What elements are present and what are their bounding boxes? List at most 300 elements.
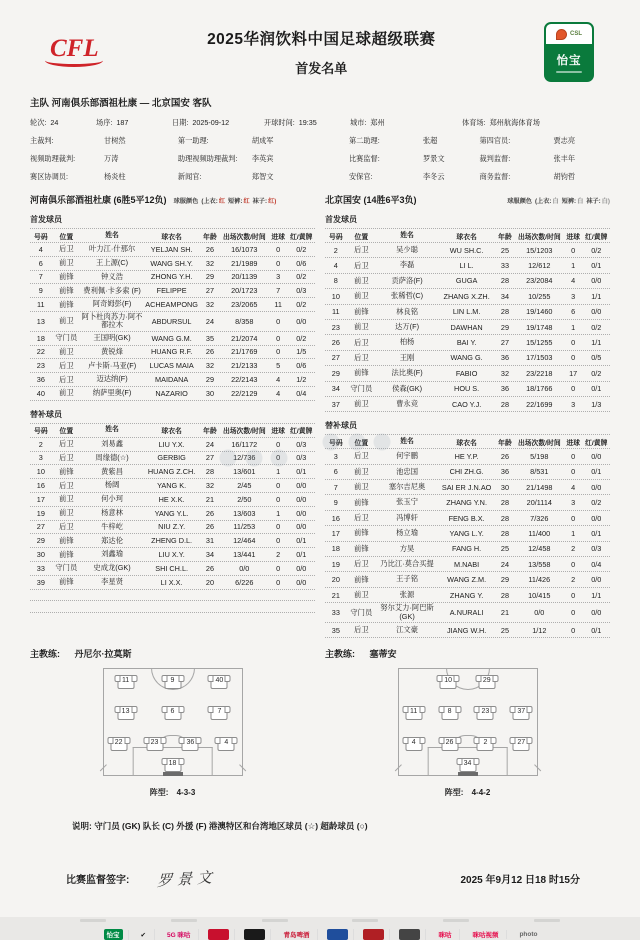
player-goals: 0 [571, 467, 576, 477]
player-goals: 1 [571, 261, 576, 271]
player-position: 前卫 [59, 494, 74, 504]
player-apps: 22/1699 [526, 399, 553, 409]
player-row [30, 521, 315, 535]
player-row [30, 243, 315, 257]
player-shirt: 40 [211, 675, 228, 689]
player-jersey-name: YELJAN SH. [150, 244, 193, 254]
player-cards: 0/0 [296, 522, 307, 532]
official-name: 甘树然 [104, 136, 126, 145]
col-jersey-name: 球衣名 [456, 439, 477, 447]
player-position: 前锋 [59, 549, 74, 559]
player-goals: 0 [276, 453, 281, 463]
formation-pitch-away [398, 668, 538, 776]
sign-label: 比赛监督签字: [66, 875, 130, 887]
player-goals: 0 [571, 353, 576, 363]
official-cell [178, 136, 349, 146]
player-row [30, 548, 315, 562]
player-apps: 12/612 [528, 261, 551, 271]
official-cell [479, 154, 610, 164]
player-goals: 0 [571, 384, 576, 394]
player-goals: 0 [571, 608, 576, 618]
official-cell [30, 136, 178, 146]
player-position: 后卫 [59, 452, 74, 462]
yibao-text: 怡宝 [556, 54, 582, 67]
info-value: 郑州航海体育场 [489, 118, 540, 127]
official-label: 助理视频助理裁判: [177, 154, 238, 163]
player-row [30, 562, 315, 576]
player-goals: 0 [276, 258, 281, 268]
player-goals: 4 [276, 388, 281, 398]
player-cards: 1/2 [296, 375, 307, 385]
player-shirt: 18 [164, 758, 181, 772]
player-row [325, 366, 610, 381]
player-cards: 0/1 [591, 467, 602, 477]
player-name: 钟义浩 [101, 271, 123, 281]
player-row [325, 382, 610, 397]
watermark [215, 446, 293, 470]
player-cards: 0/0 [591, 575, 602, 585]
player-position: 前卫 [59, 316, 74, 326]
caption-bar [80, 919, 106, 922]
col-name: 姓名 [400, 231, 414, 239]
player-goals: 0 [571, 338, 576, 348]
player-jersey-name: CHI ZH.G. [449, 467, 484, 477]
player-number: 18 [36, 333, 45, 343]
player-cards: 0/3 [591, 544, 602, 554]
player-age: 29 [500, 322, 510, 332]
player-row [325, 289, 610, 304]
player-position: 前卫 [354, 275, 369, 285]
player-position: 前锋 [59, 466, 74, 476]
player-shirt: 2 [477, 737, 494, 751]
player-name: 侯森(GK) [392, 383, 423, 393]
player-position: 前锋 [354, 528, 369, 538]
sponsor-label: 怡宝 [104, 929, 123, 940]
player-goals: 0 [571, 559, 576, 569]
player-row [30, 359, 315, 373]
player-apps: 16/1073 [231, 244, 258, 254]
player-jersey-name: HUANG R.F. [150, 347, 193, 357]
player-apps: 5/198 [530, 451, 549, 461]
player-cards: 0/6 [296, 258, 307, 268]
player-cards: 1/1 [591, 291, 602, 301]
player-jersey-name: LIU Y.X. [158, 439, 185, 449]
yibao-underline [556, 71, 582, 73]
player-age: 27 [205, 286, 215, 296]
player-goals: 0 [276, 333, 281, 343]
player-shirt: 11 [405, 706, 422, 720]
player-cards: 0/2 [296, 300, 307, 310]
sponsor-label: 青岛啤酒 [283, 932, 310, 940]
player-position: 后卫 [59, 360, 74, 370]
col-name: 姓名 [400, 437, 414, 445]
player-name: 杨阔 [104, 480, 120, 490]
player-row [325, 274, 610, 289]
player-age: 26 [205, 347, 215, 357]
col-jersey-name: 球衣名 [161, 233, 182, 241]
player-row [30, 507, 315, 521]
player-position: 后卫 [59, 374, 74, 384]
player-cards: 0/2 [591, 368, 602, 378]
teams-line: 主队 河南俱乐部酒祖杜康 — 北京国安 客队 [30, 98, 212, 109]
player-position: 后卫 [354, 513, 369, 523]
player-age: 35 [205, 333, 215, 343]
player-name: 刘易鑫 [101, 438, 123, 448]
sponsor-label [244, 929, 265, 940]
player-cards: 0/2 [296, 333, 307, 343]
player-name: 贡萨洛(F) [391, 275, 423, 285]
player-cards: 0/0 [591, 451, 602, 461]
player-jersey-name: HUANG Z.CH. [147, 467, 196, 477]
officials-grid [30, 136, 610, 182]
player-name: 方昊 [399, 543, 415, 553]
player-apps: 0/0 [239, 563, 250, 573]
player-row [325, 351, 610, 366]
sponsor-logo [459, 929, 506, 940]
sponsor-label: 5G 咪咕 [166, 932, 191, 940]
col-goals: 进球 [566, 233, 580, 241]
player-cards: 0/0 [296, 577, 307, 587]
player-name: 卢卡斯·马亚(F) [87, 360, 137, 370]
player-name: 李磊 [399, 260, 415, 270]
player-age: 36 [500, 384, 510, 394]
player-name: 曹永竞 [396, 398, 418, 408]
player-goals: 2 [571, 575, 576, 585]
player-name: 刘鑫瑜 [101, 549, 123, 559]
home-starters-table [30, 243, 315, 401]
player-row [30, 332, 315, 346]
player-age: 36 [500, 467, 510, 477]
sponsor-logo [506, 930, 545, 939]
page-subtitle: 首发名单 [295, 61, 348, 76]
player-age: 28 [500, 276, 510, 286]
player-row [325, 397, 610, 412]
sponsor-logo [234, 929, 270, 940]
player-position: 后卫 [59, 244, 74, 254]
player-jersey-name: NIU Z.Y. [158, 522, 186, 532]
player-position: 守门员 [350, 383, 373, 393]
player-apps: 23/2065 [231, 300, 258, 310]
player-number: 23 [331, 322, 340, 332]
player-age: 28 [205, 467, 215, 477]
away-starters-title: 首发球员 [325, 215, 357, 224]
official-label: 第四官员: [479, 136, 511, 145]
player-row [30, 312, 315, 332]
official-name: 罗景文 [422, 154, 445, 163]
player-goals: 0 [276, 577, 281, 587]
player-jersey-name: SAI ER J.N.AO [441, 482, 492, 492]
player-jersey-name: YANG Y.L. [154, 508, 189, 518]
player-position: 前卫 [59, 258, 74, 268]
official-cell [178, 154, 349, 164]
supervisor-signature: 罗景文 [157, 868, 218, 891]
player-goals: 2 [276, 550, 281, 560]
info-label: 日期: [172, 118, 189, 127]
sponsor-label: ✔ [140, 931, 146, 939]
away-subs-table [325, 449, 610, 638]
player-jersey-name: HOU S. [454, 384, 480, 394]
player-jersey-name: A.NURALI [449, 608, 484, 618]
player-number: 11 [37, 300, 45, 310]
info-value: 2025-09-12 [192, 118, 230, 127]
official-name: 李英宾 [251, 154, 274, 163]
player-apps: 18/1766 [526, 384, 553, 394]
player-age: 34 [500, 291, 510, 301]
player-shirt: 36 [182, 737, 199, 751]
player-age: 32 [500, 368, 510, 378]
player-row [325, 572, 610, 587]
match-info-row [30, 118, 610, 128]
player-cards: 0/1 [591, 625, 602, 635]
official-label: 赛区协调员: [30, 172, 68, 181]
player-name: 李星贤 [101, 576, 123, 586]
info-label: 开球时间: [264, 118, 295, 127]
player-number: 16 [36, 481, 45, 491]
player-age: 29 [205, 272, 215, 282]
player-position: 前卫 [354, 466, 369, 476]
player-position: 前锋 [354, 543, 369, 553]
player-jersey-name: M.NABI [454, 559, 480, 569]
player-jersey-name: WANG SH.Y. [150, 258, 193, 268]
player-jersey-name: LI X.X. [160, 577, 183, 587]
info-value: 24 [50, 118, 59, 127]
player-shirt: 9 [164, 675, 181, 689]
home-subs-title: 替补球员 [30, 409, 62, 419]
player-cards: 1/1 [591, 590, 602, 600]
player-name: 何小珂 [101, 494, 123, 504]
official-label: 新闻官: [177, 172, 202, 181]
player-number: 3 [38, 453, 43, 463]
player-jersey-name: ZHENG D.L. [151, 536, 193, 546]
player-name: 杨意林 [101, 507, 123, 517]
player-row [30, 271, 315, 285]
player-row [30, 298, 315, 312]
player-goals: 3 [571, 291, 576, 301]
official-label: 安保官: [348, 172, 373, 181]
player-position: 前卫 [59, 388, 74, 398]
away-coach-name: 塞蒂安 [369, 649, 397, 660]
away-subs-title: 替补球员 [325, 421, 357, 431]
official-cell [349, 154, 480, 164]
col-number: 号码 [329, 439, 343, 447]
player-apps: 15/1203 [526, 245, 553, 255]
player-cards: 0/3 [296, 453, 307, 463]
player-apps: 0/0 [534, 608, 545, 618]
home-starters-title: 首发球员 [30, 215, 62, 224]
home-starters-columns [30, 228, 315, 243]
player-goals: 17 [569, 368, 578, 378]
player-age: 28 [500, 528, 510, 538]
player-name: 叶力江·什那尔 [88, 244, 136, 254]
away-kit-colors [507, 196, 610, 205]
player-name: 黄紫昌 [101, 466, 123, 476]
formation-value: 4-3-3 [176, 788, 196, 798]
corner-mark [527, 765, 540, 778]
sponsor-strip [36, 929, 604, 940]
away-coach-line [325, 638, 610, 660]
player-row [30, 284, 315, 298]
home-team-header [30, 193, 315, 206]
player-position: 前锋 [354, 497, 369, 507]
player-goals: 6 [571, 307, 576, 317]
player-age: 28 [500, 498, 510, 508]
coach-label: 主教练: [325, 649, 355, 660]
kit-item: 袜子: 红) [252, 198, 277, 205]
player-position: 后卫 [59, 480, 74, 490]
player-age: 28 [500, 513, 510, 523]
player-row [325, 511, 610, 526]
player-name: 冯博轩 [396, 512, 418, 522]
player-goals: 4 [571, 276, 576, 286]
caption-bar [534, 919, 560, 922]
player-goals: 2 [571, 544, 576, 554]
player-apps: 23/2218 [526, 368, 553, 378]
player-position: 前卫 [354, 291, 369, 301]
col-number: 号码 [329, 233, 343, 241]
match-info-cell [30, 118, 96, 128]
player-apps: 11/253 [233, 522, 256, 532]
sponsor-logo [425, 929, 459, 940]
player-row [30, 387, 315, 401]
player-apps: 11/426 [528, 575, 551, 585]
player-goals: 0 [571, 245, 576, 255]
match-info-cell [462, 118, 540, 128]
player-shirt: 37 [513, 706, 530, 720]
home-subs-columns [30, 423, 315, 438]
player-position: 前锋 [59, 299, 74, 309]
player-cards: 0/2 [591, 498, 602, 508]
player-shirt: 22 [110, 737, 127, 751]
player-name: 吴少聪 [396, 245, 418, 254]
away-team-column [325, 193, 610, 798]
away-team-name: 北京国安 (14胜6平3负) [325, 195, 417, 205]
player-apps: 12/736 [233, 453, 256, 463]
player-goals: 0 [276, 563, 281, 573]
player-jersey-name: BAI Y. [456, 338, 477, 348]
player-number: 33 [331, 608, 340, 618]
sponsor-logo [389, 929, 425, 940]
player-apps: 15/1255 [526, 338, 553, 348]
player-apps: 1/12 [532, 625, 547, 635]
player-goals: 7 [276, 286, 281, 296]
player-jersey-name: FANG H. [452, 544, 482, 554]
player-number: 39 [36, 577, 45, 587]
away-starters-columns [325, 228, 610, 243]
player-goals: 3 [571, 498, 576, 508]
player-position: 前锋 [59, 271, 74, 281]
player-number: 21 [331, 590, 340, 600]
kit-item: 短裤: 白 [561, 198, 584, 205]
official-label: 视频助理裁判: [30, 154, 76, 163]
player-age: 26 [205, 522, 215, 532]
player-shirt: 6 [164, 706, 181, 720]
official-cell [479, 136, 610, 146]
player-goals: 0 [276, 244, 281, 254]
player-apps: 12/458 [528, 544, 551, 554]
player-name: 纳萨里奥(F) [92, 388, 132, 398]
player-jersey-name: HE X.K. [158, 494, 185, 504]
player-jersey-name: FABIO [455, 368, 478, 378]
player-cards: 0/0 [296, 316, 307, 326]
player-row [30, 479, 315, 493]
goal-mark [458, 772, 478, 776]
player-shirt: 7 [211, 706, 228, 720]
goal-mark [163, 772, 183, 776]
sponsor-logo [128, 930, 154, 940]
col-apps-time: 出场次数/时间 [517, 439, 561, 447]
player-name: 郑达伦 [101, 535, 123, 545]
player-row [325, 305, 610, 320]
player-name: 周缘德(☆) [95, 452, 129, 462]
official-name: 郑智文 [251, 172, 274, 181]
player-age: 24 [500, 559, 510, 569]
match-info-cell [172, 118, 264, 128]
player-cards: 0/1 [296, 536, 307, 546]
player-number: 16 [331, 513, 340, 523]
player-goals: 0 [571, 451, 576, 461]
player-age: 26 [205, 563, 215, 573]
away-team-header [325, 193, 610, 206]
player-position: 前锋 [354, 574, 369, 584]
player-row [325, 542, 610, 557]
signature-row [66, 868, 580, 889]
player-jersey-name: DAWHAN [450, 322, 483, 332]
player-apps: 7/326 [530, 513, 549, 523]
player-shirt: 23 [146, 737, 163, 751]
player-jersey-name: GUGA [455, 276, 478, 286]
player-number: 34 [331, 384, 340, 394]
player-name: 池忠国 [396, 466, 418, 476]
player-apps: 8/531 [530, 467, 549, 477]
player-cards: 0/1 [591, 384, 602, 394]
header-titles [99, 27, 544, 77]
player-age: 29 [500, 575, 510, 585]
player-jersey-name: ACHEAMPONG [145, 300, 198, 310]
kit-item: (上衣: 红 [201, 198, 225, 205]
empty-row [30, 601, 315, 613]
player-cards: 0/0 [591, 482, 602, 492]
watermark [318, 430, 396, 454]
player-number: 30 [36, 550, 45, 560]
cfl-league-logo: CFL [50, 35, 99, 69]
player-age: 33 [500, 261, 510, 271]
player-age: 32 [205, 300, 215, 310]
caption-bar [352, 919, 378, 922]
coach-label: 主教练: [30, 649, 60, 660]
match-info-cell [264, 118, 350, 128]
player-cards: 0/0 [591, 513, 602, 523]
corner-mark [99, 765, 112, 778]
col-age: 年龄 [203, 428, 217, 436]
player-age: 25 [500, 625, 510, 635]
player-shirt: 29 [478, 675, 495, 689]
player-age: 29 [205, 375, 215, 385]
sign-datetime: 2025 年9月12 日18 时15分 [460, 875, 580, 887]
player-name: 张稀哲(C) [391, 291, 424, 301]
player-name: 史成龙(GK) [93, 563, 131, 573]
col-apps-time: 出场次数/时间 [222, 428, 266, 436]
player-cards: 0/2 [296, 244, 307, 254]
corner-mark [394, 765, 407, 778]
player-apps: 13/558 [528, 559, 551, 569]
player-goals: 0 [571, 625, 576, 635]
player-row [30, 576, 315, 590]
player-age: 28 [500, 590, 510, 600]
col-position: 位置 [354, 439, 369, 447]
player-name: 费利佩·卡多索 (F) [83, 285, 141, 295]
player-age: 28 [500, 307, 510, 317]
col-number: 号码 [34, 233, 48, 241]
